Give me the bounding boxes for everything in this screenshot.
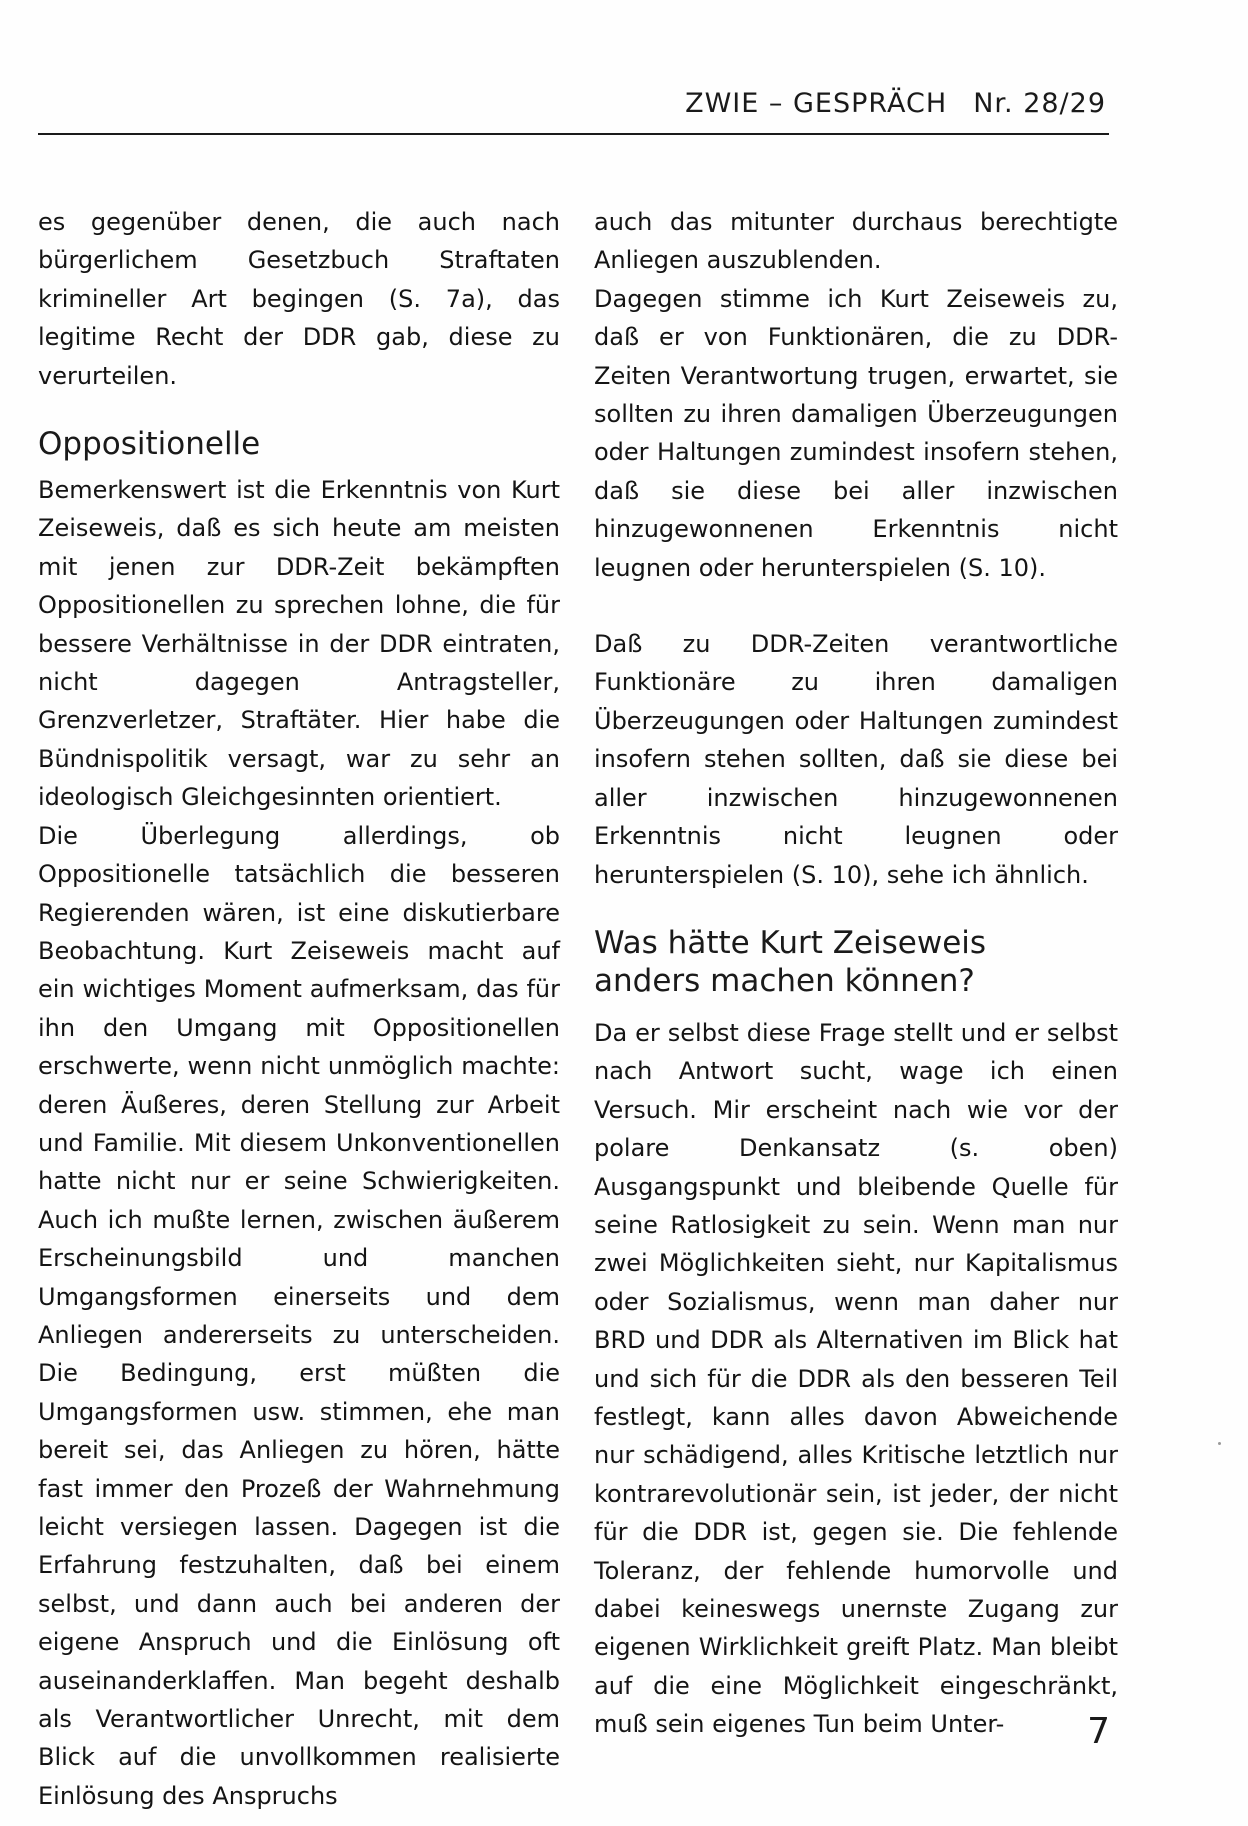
header-rule [38, 133, 1109, 135]
scan-speck [1218, 1442, 1221, 1445]
left-paragraph-3: Die Überlegung allerdings, ob Oppositionelle tatsächlich die besseren Regierenden wären, ist eine diskutierbare Beobachtung. Kurt Zeiseweis macht auf ein wichtiges Moment aufmerksam, das für ihn den Umgang mit Oppositionellen erschwerte, wenn nicht unmöglich machte: deren Äußeres, deren Stellung zur Arbeit und Familie. Mit diesem Unkonventionellen hatte nicht nur er seine Schwierigkeiten. Auch ich mußte lernen, zwischen äußerem Erscheinungsbild und manchen Umgangsformen einerseits und dem Anliegen andererseits zu unterscheiden. Die Bedingung, erst müßten die Umgangsformen usw. stimmen, ehe man bereit sei, das Anliegen zu hören, hätte fast immer den Prozeß der Wahrnehmung leicht versiegen lassen. Dagegen ist die Erfahrung festzuhalten, daß bei einem selbst, und dann auch bei anderen der eigene Anspruch und die Einlösung oft auseinanderklaffen. Man begeht deshalb als Verantwortlicher Unrecht, mit dem Blick auf die unvollkommen realisierte Einlösung des Anspruchs [38, 821, 560, 1810]
left-paragraph-1: es gegenüber denen, die auch nach bürgerlichem Gesetzbuch Straftaten krimineller Art begingen (S. 7a), das legitime Recht der DDR gab, diese zu verurteilen. [38, 208, 560, 390]
right-paragraph-2: Dagegen stimme ich Kurt Zeiseweis zu, daß er von Funktionären, die zu DDR-Zeiten Verantwortung trugen, erwartet, sie sollten zu ihren damaligen Überzeugungen oder Haltungen zumindest insofern stehen, daß sie diese bei aller inzwischen hinzugewonnenen Erkenntnis nicht leugnen oder herunterspielen (S. 10). [594, 284, 1118, 582]
right-paragraph-1: auch das mitunter durchaus berechtigte Anliegen auszublenden. [594, 208, 1118, 275]
subheading-was-haette [594, 924, 1118, 1000]
subheading-oppositionelle: Oppositionelle [38, 426, 261, 463]
issue-number: Nr. 28/29 [973, 88, 1106, 119]
left-column [38, 203, 560, 1815]
subheading-line-1: Was hätte Kurt Zeiseweis [594, 924, 987, 961]
right-column [594, 203, 1118, 1744]
running-header [685, 88, 1106, 119]
right-paragraph-4: Da er selbst diese Frage stellt und er selbst nach Antwort sucht, wage ich einen Versuch. Mir erscheint nach wie vor der polare Denkansatz (s. oben) Ausgangspunkt und bleibende Quelle für seine Ratlosigkeit zu sein. Wenn man nur zwei Möglichkeiten sieht, nur Kapitalismus oder Sozialismus, wenn man daher nur BRD und DDR als Alternativen im Blick hat und sich für die DDR als den besseren Teil festlegt, kann alles davon Abweichende nur schädigend, alles Kritische letztlich nur kontrarevolutionär sein, ist jeder, der nicht für die DDR ist, gegen sie. Die fehlende Toleranz, der fehlende humorvolle und dabei keineswegs unernste Zugang zur eigenen Wirklichkeit greift Platz. Man bleibt auf die eine Möglichkeit eingeschränkt, muß sein eigenes Tun beim Unter- [594, 1018, 1118, 1739]
right-paragraph-3: Daß zu DDR-Zeiten verantwortliche Funktionäre zu ihren damaligen Überzeugungen oder Haltungen zumindest insofern stehen sollten, daß sie diese bei aller inzwischen hinzugewonnenen Erkenntnis nicht leugnen oder herunterspielen (S. 10), sehe ich ähnlich. [594, 630, 1118, 889]
page-number: 7 [1087, 1711, 1110, 1752]
journal-title: ZWIE – GESPRÄCH [685, 88, 948, 119]
left-paragraph-2: Bemerkenswert ist die Erkenntnis von Kurt Zeiseweis, daß es sich heute am meisten mit jenen zur DDR-Zeit bekämpften Oppositionellen zu sprechen lohne, die für bessere Verhältnisse in der DDR eintraten, nicht dagegen Antragsteller, Grenzverletzer, Straftäter. Hier habe die Bündnispolitik versagt, war zu sehr an ideologisch Gleichgesinnten orientiert. [38, 476, 560, 812]
subheading-line-2: anders machen können? [594, 962, 975, 999]
